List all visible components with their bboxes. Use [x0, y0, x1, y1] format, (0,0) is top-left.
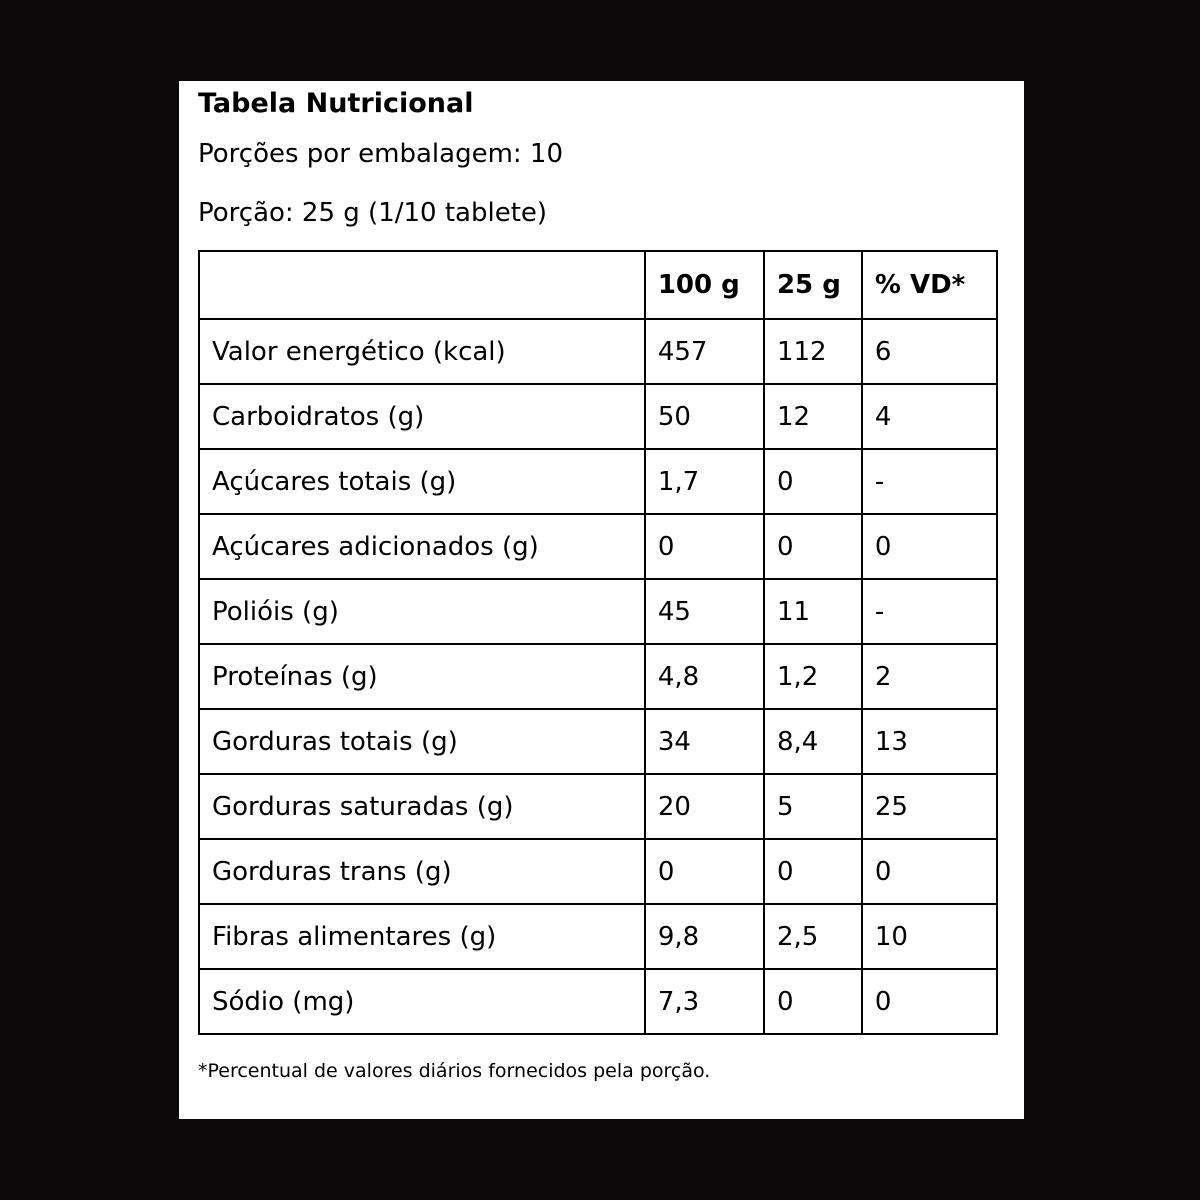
value-daily: 13: [862, 709, 997, 774]
value-daily: -: [862, 449, 997, 514]
table-header-row: [199, 251, 997, 319]
value-portion: 112: [764, 319, 862, 384]
header-nutrient: [199, 251, 645, 319]
value-100g: 7,3: [645, 969, 764, 1034]
value-100g: 0: [645, 514, 764, 579]
table-row: [199, 644, 997, 709]
value-100g: 457: [645, 319, 764, 384]
value-portion: 0: [764, 449, 862, 514]
value-100g: 20: [645, 774, 764, 839]
header-daily-value: % VD*: [862, 251, 997, 319]
value-daily: 0: [862, 969, 997, 1034]
nutrient-name: Gorduras saturadas (g): [199, 774, 645, 839]
value-100g: 4,8: [645, 644, 764, 709]
table-row: [199, 904, 997, 969]
value-portion: 11: [764, 579, 862, 644]
servings-per-package: Porções por embalagem: 10: [198, 139, 564, 169]
nutrition-table: [198, 250, 998, 1035]
nutrient-name: Gorduras totais (g): [199, 709, 645, 774]
value-100g: 9,8: [645, 904, 764, 969]
value-100g: 50: [645, 384, 764, 449]
value-portion: 2,5: [764, 904, 862, 969]
table-row: [199, 319, 997, 384]
portion-size: Porção: 25 g (1/10 tablete): [198, 198, 548, 228]
value-portion: 0: [764, 514, 862, 579]
value-100g: 1,7: [645, 449, 764, 514]
value-portion: 5: [764, 774, 862, 839]
table-row: [199, 969, 997, 1034]
value-portion: 12: [764, 384, 862, 449]
value-portion: 1,2: [764, 644, 862, 709]
nutrient-name: Fibras alimentares (g): [199, 904, 645, 969]
value-daily: 10: [862, 904, 997, 969]
value-100g: 34: [645, 709, 764, 774]
nutrient-name: Valor energético (kcal): [199, 319, 645, 384]
value-100g: 45: [645, 579, 764, 644]
table-row: [199, 384, 997, 449]
table-row: [199, 514, 997, 579]
value-daily: -: [862, 579, 997, 644]
nutrition-label: [179, 81, 1024, 1119]
header-per-portion: 25 g: [764, 251, 862, 319]
table-row: [199, 579, 997, 644]
value-portion: 8,4: [764, 709, 862, 774]
value-daily: 4: [862, 384, 997, 449]
table-row: [199, 839, 997, 904]
value-portion: 0: [764, 839, 862, 904]
table-row: [199, 709, 997, 774]
table-row: [199, 449, 997, 514]
nutrient-name: Carboidratos (g): [199, 384, 645, 449]
nutrient-name: Açúcares totais (g): [199, 449, 645, 514]
value-daily: 25: [862, 774, 997, 839]
value-daily: 6: [862, 319, 997, 384]
table-row: [199, 774, 997, 839]
header-per-100g: 100 g: [645, 251, 764, 319]
nutrient-name: Polióis (g): [199, 579, 645, 644]
value-daily: 2: [862, 644, 997, 709]
nutrient-name: Gorduras trans (g): [199, 839, 645, 904]
value-portion: 0: [764, 969, 862, 1034]
nutrient-name: Açúcares adicionados (g): [199, 514, 645, 579]
nutrient-name: Sódio (mg): [199, 969, 645, 1034]
value-100g: 0: [645, 839, 764, 904]
label-title: Tabela Nutricional: [198, 88, 474, 119]
nutrient-name: Proteínas (g): [199, 644, 645, 709]
value-daily: 0: [862, 514, 997, 579]
footnote: *Percentual de valores diários fornecidos pela porção.: [198, 1060, 711, 1082]
value-daily: 0: [862, 839, 997, 904]
